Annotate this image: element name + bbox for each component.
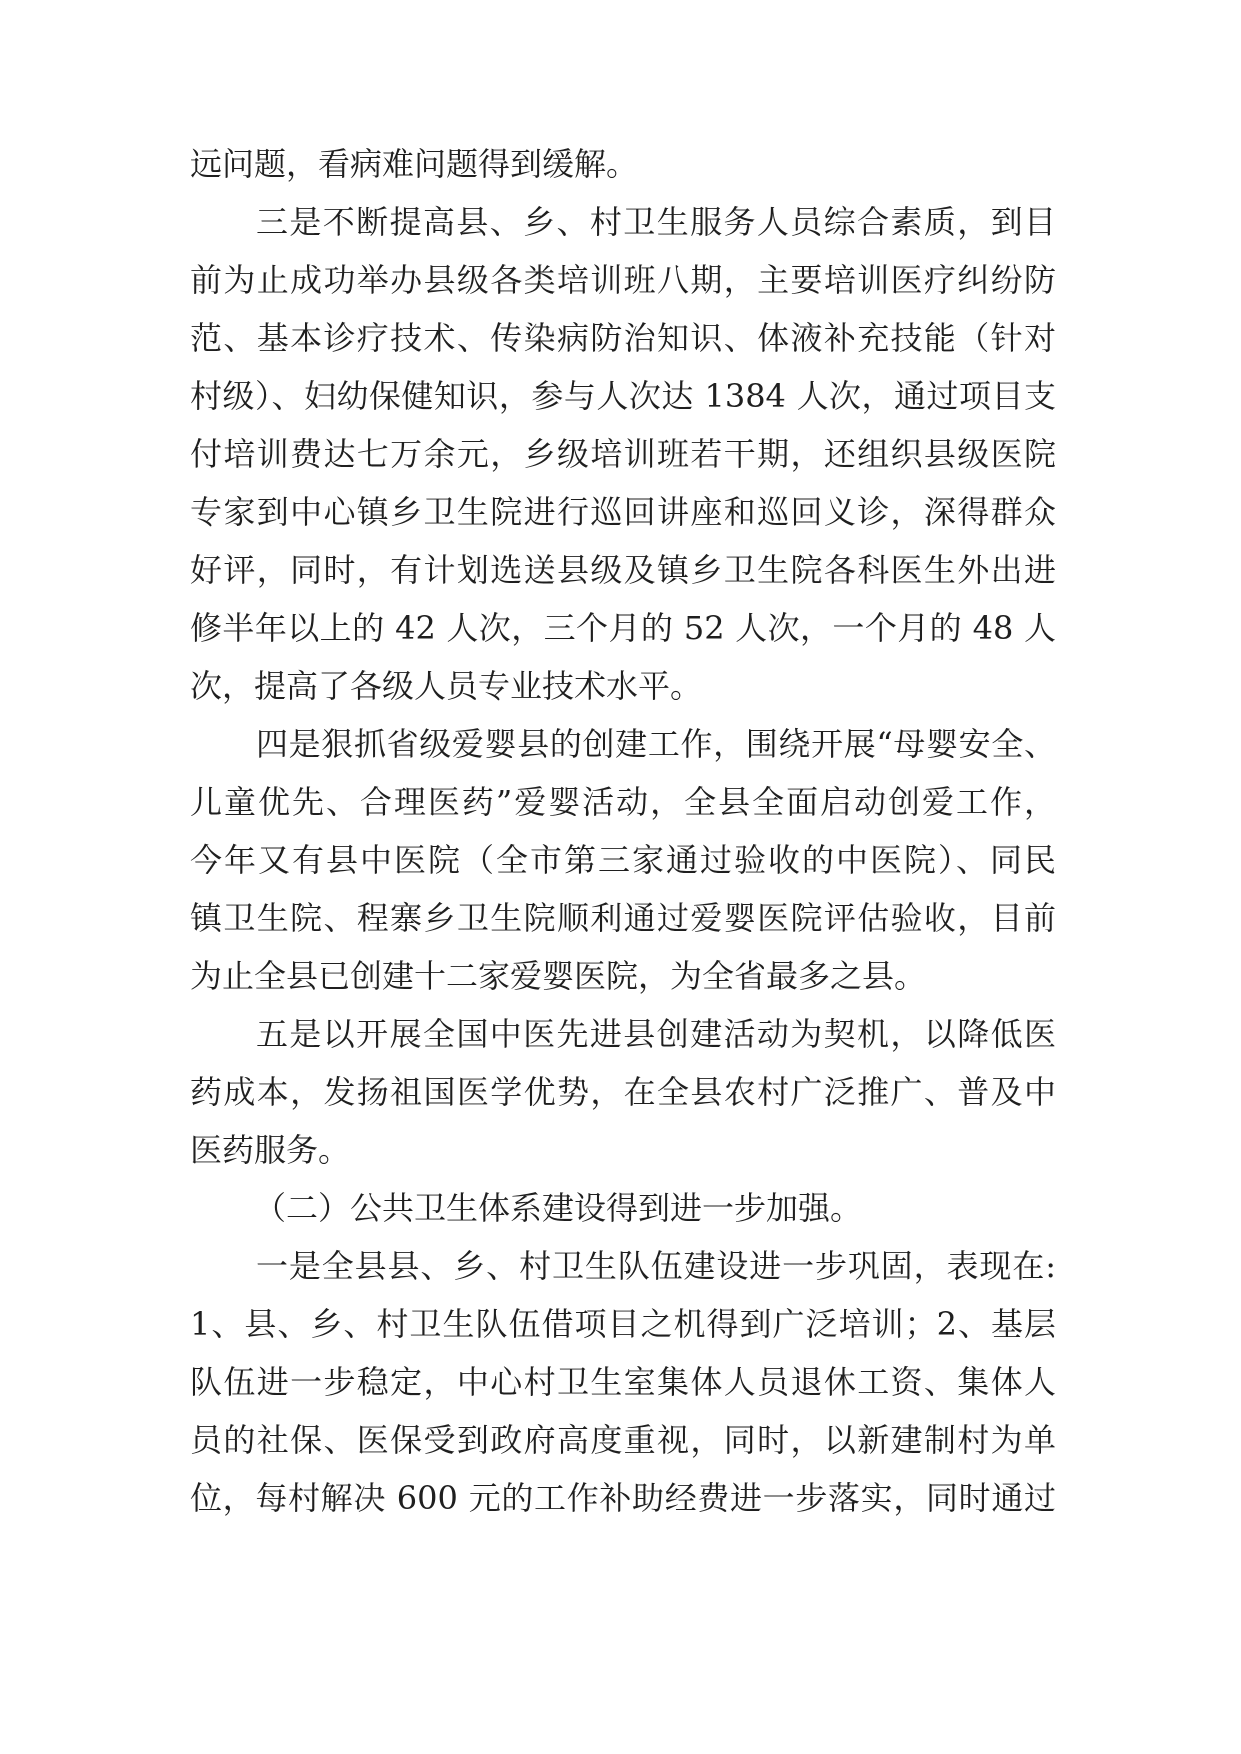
text-line: 修半年以上的 42 人次，三个月的 52 人次，一个月的 48 人 xyxy=(190,609,1056,647)
text-line: 队伍进一步稳定，中心村卫生室集体人员退休工资、集体人 xyxy=(190,1363,1056,1401)
text-line: 今年又有县中医院（全市第三家通过验收的中医院）、同民 xyxy=(190,841,1056,879)
text-line: 员的社保、医保受到政府高度重视，同时，以新建制村为单 xyxy=(190,1421,1056,1459)
text-line: 付培训费达七万余元，乡级培训班若干期，还组织县级医院 xyxy=(190,435,1056,473)
text-line: 为止全县已创建十二家爱婴医院，为全省最多之县。 xyxy=(190,957,927,995)
paragraph-start-line: 一是全县县、乡、村卫生队伍建设进一步巩固，表现在: xyxy=(256,1247,1056,1285)
text-line: 前为止成功举办县级各类培训班八期，主要培训医疗纠纷防 xyxy=(190,261,1056,299)
paragraph-start-line: 四是狠抓省级爱婴县的创建工作，围绕开展“母婴安全、 xyxy=(256,725,1056,763)
paragraph-start-line: 五是以开展全国中医先进县创建活动为契机，以降低医 xyxy=(256,1015,1056,1053)
text-line: 专家到中心镇乡卫生院进行巡回讲座和巡回义诊，深得群众 xyxy=(190,493,1056,531)
text-line: 村级）、妇幼保健知识，参与人次达 1384 人次，通过项目支 xyxy=(190,377,1056,415)
text-line: 镇卫生院、程寨乡卫生院顺利通过爱婴医院评估验收，目前 xyxy=(190,899,1056,937)
text-line: 儿童优先、合理医药”爱婴活动，全县全面启动创爱工作， xyxy=(190,783,1056,821)
paragraph-start-line: 三是不断提高县、乡、村卫生服务人员综合素质，到目 xyxy=(256,203,1056,241)
text-line: 1、县、乡、村卫生队伍借项目之机得到广泛培训；2、基层 xyxy=(190,1305,1056,1343)
text-line: 医药服务。 xyxy=(190,1131,351,1169)
text-line: 药成本，发扬祖国医学优势，在全县农村广泛推广、普及中 xyxy=(190,1073,1056,1111)
text-line: 远问题，看病难问题得到缓解。 xyxy=(190,145,639,183)
text-line: 范、基本诊疗技术、传染病防治知识、体液补充技能（针对 xyxy=(190,319,1056,357)
text-line: 好评，同时，有计划选送县级及镇乡卫生院各科医生外出进 xyxy=(190,551,1056,589)
text-line: 位，每村解决 600 元的工作补助经费进一步落实，同时通过 xyxy=(190,1479,1056,1517)
text-line: 次，提高了各级人员专业技术水平。 xyxy=(190,667,703,705)
section-heading: （二）公共卫生体系建设得到进一步加强。 xyxy=(254,1189,863,1227)
